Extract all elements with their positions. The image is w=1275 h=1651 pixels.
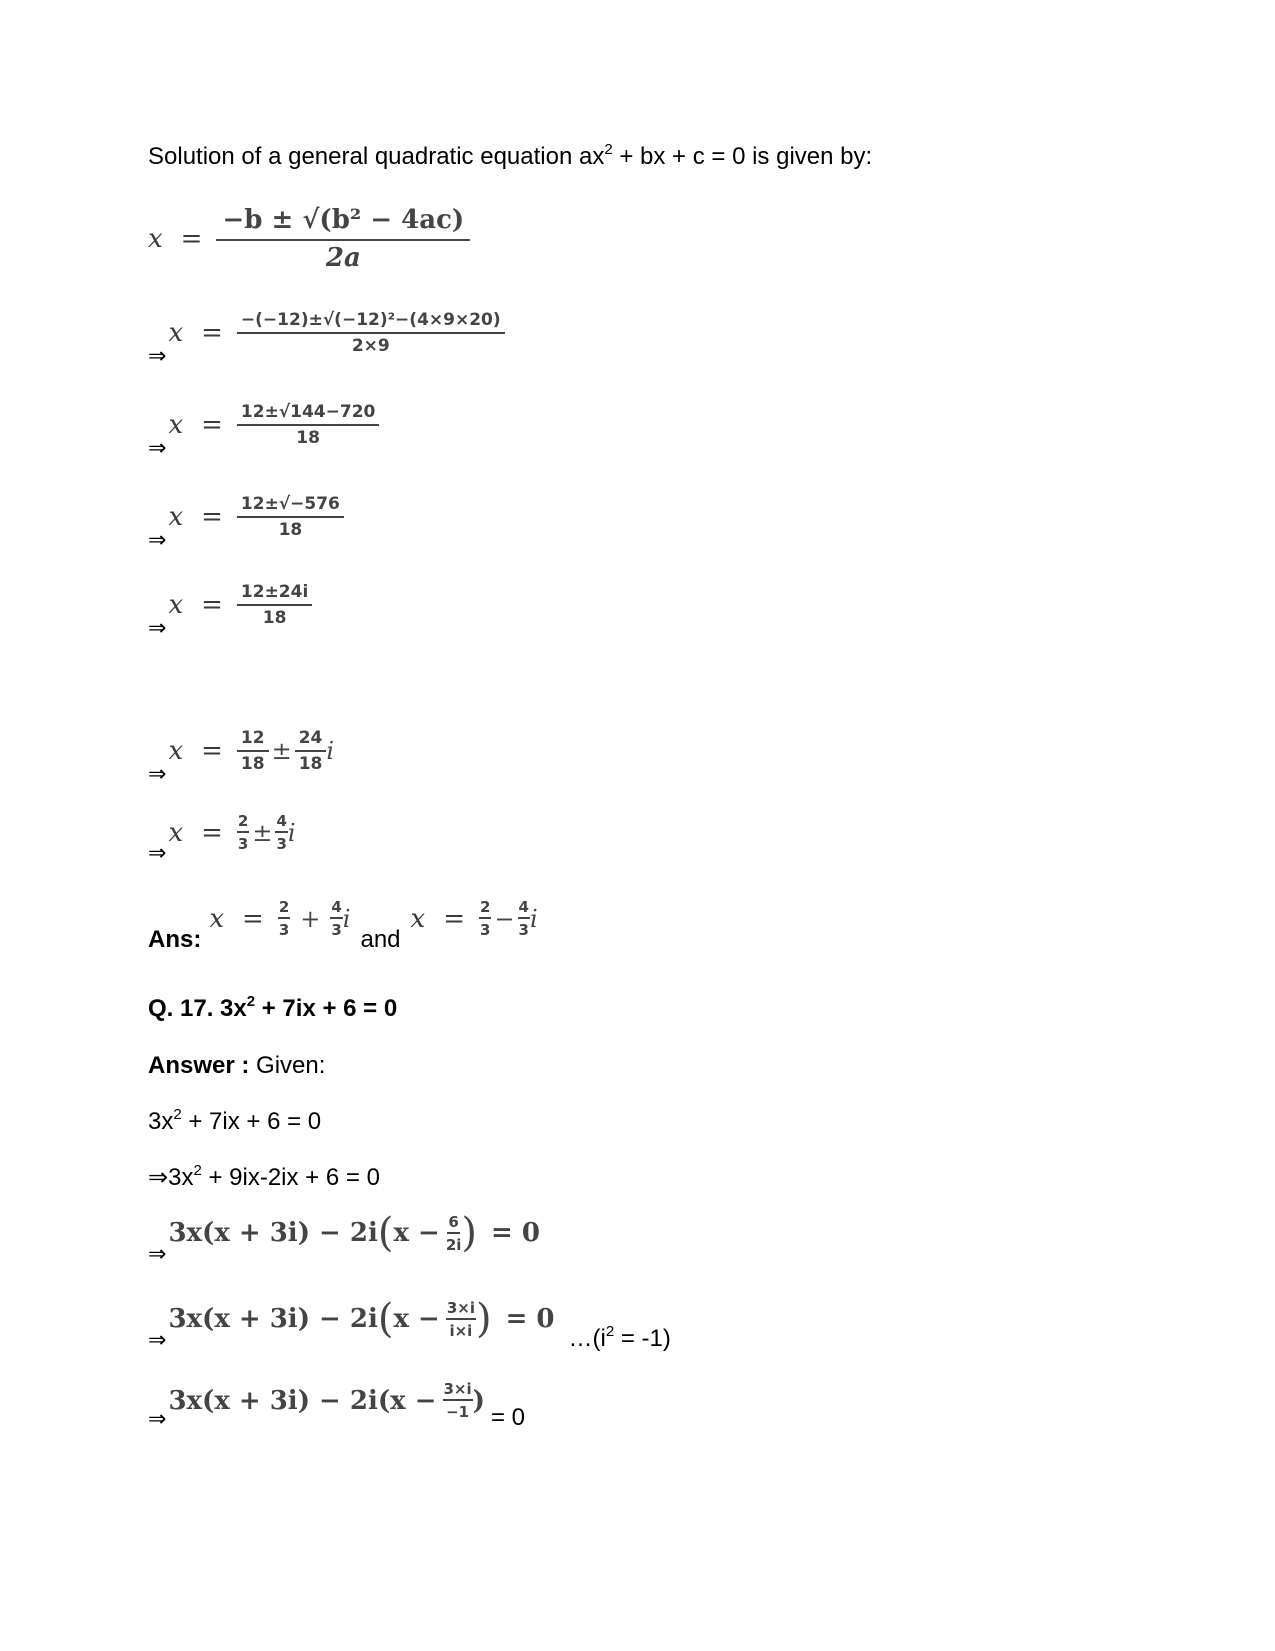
implies-arrow: ⇒ — [148, 1242, 167, 1267]
step-eq: = — [201, 817, 223, 848]
step-3 — [148, 494, 344, 552]
factor-step-1 — [148, 1210, 540, 1266]
open-paren: ( — [377, 1210, 394, 1256]
formula-denominator: 2a — [325, 243, 361, 273]
step-denominator: 2×9 — [351, 336, 390, 356]
frac-num: 6 — [447, 1213, 459, 1234]
step-fraction — [237, 310, 505, 356]
answer-given-text: Given: — [249, 1052, 326, 1079]
intro-sup: 2 — [604, 141, 613, 158]
close-paren: ) — [475, 1296, 492, 1342]
fraction-2-3 — [237, 812, 249, 853]
step-numerator: 12±24i — [237, 582, 312, 606]
step-lhs: x — [168, 410, 184, 440]
step-fraction — [237, 402, 379, 448]
step-numerator: −(−12)±√(−12)²−(4×9×20) — [237, 310, 505, 334]
fraction-2-3 — [278, 898, 290, 939]
step-6 — [148, 812, 296, 865]
eq1-prefix: 3x — [148, 1108, 174, 1135]
eq1-sup: 2 — [173, 1106, 182, 1123]
implies-arrow: ⇒ — [148, 528, 167, 553]
frac-den: 3 — [237, 835, 249, 853]
imaginary-unit: i — [529, 904, 538, 933]
eq2-sup: 2 — [193, 1162, 202, 1179]
frac-den: 2i — [445, 1235, 462, 1254]
fraction-4-3 — [275, 812, 287, 853]
frac-den: 3 — [278, 921, 290, 939]
step-fraction — [237, 582, 312, 628]
implies-arrow: ⇒ — [148, 1407, 167, 1432]
step-denominator: 18 — [296, 428, 320, 448]
imaginary-unit: i — [326, 737, 335, 765]
frac-den: 18 — [298, 754, 323, 774]
fraction-4-3 — [330, 898, 342, 939]
close-paren: ) — [461, 1210, 478, 1256]
step-lhs: x — [168, 817, 184, 848]
factor-step-2 — [148, 1296, 671, 1352]
plus-minus: ± — [271, 737, 292, 765]
formula-eq: = — [180, 224, 203, 254]
frac-num: 2 — [479, 898, 491, 919]
formula-lhs: x — [148, 224, 163, 254]
frac-num: 4 — [518, 898, 530, 919]
intro-prefix: Solution of a general quadratic equation ax — [148, 143, 605, 170]
note-suffix: = -1) — [614, 1325, 671, 1352]
intro-text — [148, 142, 872, 172]
frac-den: 3 — [480, 921, 491, 939]
formula-numerator: −b ± √(b² − 4ac) — [216, 205, 470, 241]
frac-den: i×i — [449, 1321, 473, 1340]
factor-left: 3x(x + 3i) − 2i — [168, 1218, 378, 1248]
eq1-suffix: + 7ix + 6 = 0 — [181, 1108, 322, 1135]
question-suffix: + 7ix + 6 = 0 — [255, 995, 398, 1022]
implies-arrow: ⇒ — [148, 1328, 167, 1353]
step-lhs: x — [168, 590, 184, 620]
answer-given — [148, 1051, 325, 1081]
factor-left: 3x(x + 3i) − 2i — [168, 1304, 378, 1334]
step-eq: = — [201, 736, 223, 766]
frac-num: 24 — [295, 728, 327, 752]
fraction-6-2i — [446, 1213, 462, 1254]
step-lhs: x — [168, 502, 184, 532]
step-1 — [148, 310, 505, 368]
step-lhs: x — [168, 318, 184, 348]
frac-num: 4 — [275, 812, 287, 833]
implies-arrow: ⇒ — [148, 762, 167, 787]
fraction-12-18 — [237, 728, 269, 774]
step-eq: = — [201, 410, 223, 440]
answer-eq: = — [242, 903, 264, 934]
factor-left: 3x(x + 3i) − 2i(x − — [168, 1385, 437, 1416]
frac-num: 4 — [330, 898, 342, 919]
open-paren: ( — [377, 1296, 394, 1342]
frac-den: −1 — [446, 1403, 470, 1421]
minus-sign: − — [494, 904, 515, 933]
step-denominator: 18 — [278, 520, 303, 540]
factor-rhs: = 0 — [490, 1404, 525, 1431]
implies-arrow: ⇒ — [148, 436, 167, 461]
frac-num: 3×i — [443, 1380, 473, 1401]
implies-arrow: ⇒ — [148, 344, 167, 369]
plus-minus: ± — [252, 818, 273, 847]
equation-1 — [148, 1107, 321, 1137]
factor-inner: x − — [393, 1304, 440, 1334]
fraction-2-3 — [479, 898, 491, 939]
question-sup: 2 — [246, 993, 256, 1010]
plus-sign: + — [300, 904, 321, 933]
frac-num: 2 — [278, 898, 290, 919]
factor-step-3 — [148, 1380, 525, 1431]
frac-den: 3 — [276, 835, 287, 853]
note-prefix: …(i — [568, 1325, 606, 1352]
question-prefix: Q. 17. 3x — [148, 995, 247, 1022]
equation-2 — [148, 1163, 380, 1193]
intro-suffix: + bx + c = 0 is given by: — [612, 143, 873, 170]
implies-arrow: ⇒ — [148, 841, 167, 866]
frac-num: 3×i — [446, 1299, 476, 1320]
frac-den: 18 — [240, 754, 265, 774]
answer-lhs: x — [209, 903, 225, 934]
fraction-4-3 — [518, 898, 530, 939]
step-2 — [148, 402, 379, 460]
step-lhs: x — [168, 736, 184, 766]
answer-eq-2: = — [443, 903, 465, 934]
note-sup: 2 — [605, 1323, 615, 1340]
quadratic-formula — [148, 205, 470, 273]
answer-line — [148, 898, 538, 953]
step-eq: = — [201, 590, 223, 620]
fraction-24-18 — [295, 728, 327, 774]
step-4 — [148, 582, 312, 640]
question-17 — [148, 994, 397, 1024]
factor-inner: x − — [393, 1218, 440, 1248]
step-numerator: 12±√−576 — [237, 494, 344, 518]
i-squared-note — [568, 1323, 671, 1352]
factor-rhs: = 0 — [505, 1304, 555, 1334]
fraction-3i-neg1 — [443, 1380, 473, 1421]
answer-given-label: Answer : — [148, 1052, 250, 1079]
imaginary-unit: i — [342, 904, 351, 933]
close-paren: ) — [472, 1385, 485, 1416]
frac-den: 3 — [331, 921, 342, 939]
step-denominator: 18 — [262, 608, 287, 628]
formula-fraction — [216, 205, 470, 273]
step-numerator: 12±√144−720 — [237, 402, 379, 426]
factor-rhs: = 0 — [491, 1218, 540, 1248]
step-fraction — [237, 494, 344, 540]
answer-label: Ans: — [148, 926, 202, 953]
implies-arrow: ⇒ — [148, 616, 167, 641]
step-eq: = — [201, 502, 223, 532]
frac-den: 3 — [518, 921, 529, 939]
eq2-suffix: + 9ix-2ix + 6 = 0 — [201, 1164, 380, 1191]
frac-num: 2 — [237, 812, 249, 833]
step-eq: = — [201, 318, 223, 348]
fraction-3i-ii — [446, 1299, 476, 1340]
step-5 — [148, 728, 334, 786]
answer-lhs-2: x — [410, 903, 426, 934]
frac-num: 12 — [237, 728, 269, 752]
imaginary-unit: i — [287, 818, 296, 847]
eq2-prefix: ⇒3x — [148, 1164, 194, 1191]
and-word: and — [360, 926, 401, 953]
